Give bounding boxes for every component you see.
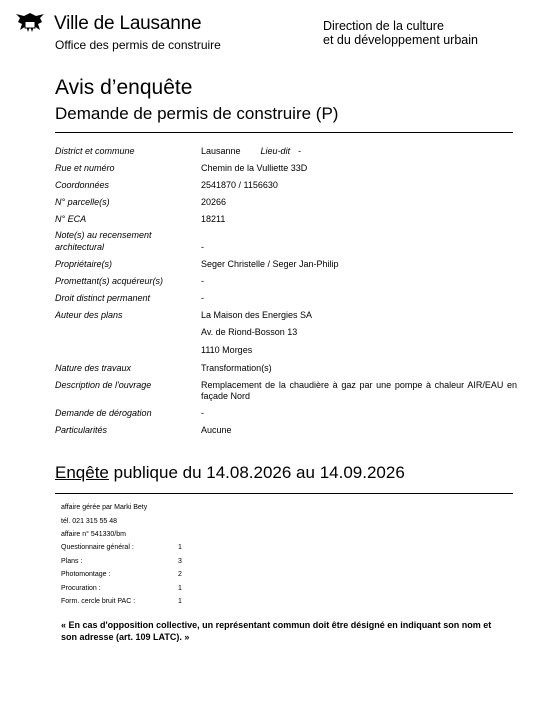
item-count: 3 (178, 558, 182, 565)
owner-label: Propriétaire(s) (55, 259, 113, 269)
item-count: 1 (178, 585, 182, 592)
document-subtitle: Demande de permis de construire (P) (55, 104, 339, 123)
author-line-2: Av. de Riond-Bosson 13 (201, 327, 298, 337)
managed-by: affaire gérée par Marki Bety (61, 504, 148, 511)
item-count: 1 (178, 598, 182, 605)
phone: tél. 021 315 55 48 (61, 518, 118, 525)
eca-label: N° ECA (55, 214, 87, 224)
promisor-label: Promettant(s) acquéreur(s) (55, 276, 164, 286)
item-label: Form. cercle bruit PAC : (61, 598, 136, 605)
description-value: Remplacement de la chaudière à gaz par une pompe à chaleur AIR/EAU en façade Nord (201, 380, 517, 401)
lieu-dit-label: Lieu-dit (260, 146, 291, 156)
coords-value: 2541870 / 1156630 (201, 180, 278, 190)
author-line-3: 1110 Morges (201, 345, 253, 355)
street-value: Chemin de la Vulliette 33D (201, 163, 308, 173)
note-label-line-1: Note(s) au recensement (55, 230, 152, 240)
street-label: Rue et numéro (55, 163, 115, 173)
brand-office: Office des permis de construire (55, 38, 221, 52)
right-value: - (201, 293, 204, 303)
right-label: Droit distinct permanent (55, 293, 151, 303)
item-label: Plans : (61, 558, 83, 565)
inquiry-title (55, 463, 405, 483)
district-label: District et commune (55, 146, 135, 156)
department-line-1: Direction de la culture (323, 19, 444, 33)
inquiry-word: Enqête (55, 463, 109, 482)
inquiry-divider (55, 493, 513, 494)
particular-value: Aucune (201, 425, 232, 435)
brand-name: Ville de Lausanne (54, 13, 202, 34)
department-line-2: et du développement urbain (323, 33, 478, 47)
document-title: Avis d’enquête (55, 76, 193, 99)
note-label-line-2: architectural (55, 242, 105, 252)
eca-value: 18211 (201, 214, 226, 224)
works-label: Nature des travaux (55, 363, 132, 373)
case-number: affaire n° 541330/bm (61, 531, 126, 538)
coords-label: Coordonnées (55, 180, 110, 190)
item-label: Photomontage : (61, 571, 111, 578)
promisor-value: - (201, 276, 204, 286)
works-value: Transformation(s) (201, 363, 272, 373)
lausanne-coat-of-arms-icon (14, 12, 46, 36)
description-label: Description de l'ouvrage (55, 380, 152, 390)
opposition-notice: « En cas d'opposition collective, un représentant commun doit être désigné en indiquant son nom et son adresse (art. 109 LATC). » (61, 620, 492, 642)
item-label: Questionnaire général : (61, 544, 134, 551)
district-value: Lausanne (201, 146, 241, 156)
parcel-value: 20266 (201, 197, 227, 207)
item-label: Procuration : (61, 585, 101, 592)
inquiry-dates: publique du 14.08.2026 au 14.09.2026 (108, 463, 405, 482)
lieu-dit-value: - (298, 146, 302, 156)
parcel-label: N° parcelle(s) (55, 197, 110, 207)
item-count: 2 (178, 571, 182, 578)
item-count: 1 (178, 544, 182, 551)
title-divider (55, 132, 513, 133)
note-value: - (201, 242, 204, 252)
derogation-value: - (201, 408, 204, 418)
derogation-label: Demande de dérogation (55, 408, 152, 418)
owner-value: Seger Christelle / Seger Jan-Philip (201, 259, 339, 269)
particular-label: Particularités (55, 425, 108, 435)
author-label: Auteur des plans (55, 310, 123, 320)
author-line-1: La Maison des Energies SA (201, 310, 313, 320)
